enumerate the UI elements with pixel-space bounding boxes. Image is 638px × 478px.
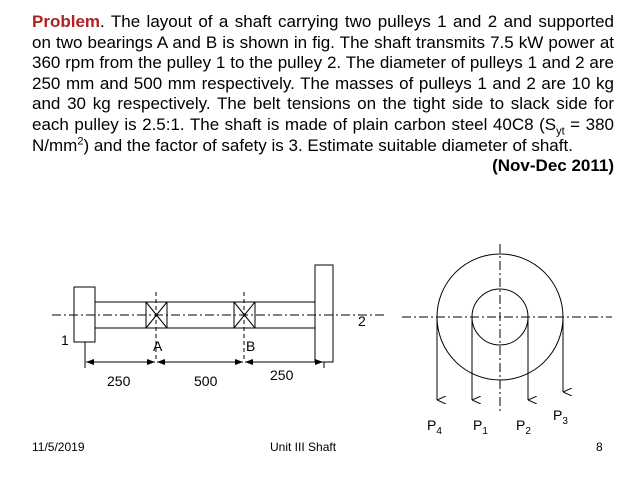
force-p3-label <box>553 407 568 427</box>
force-p1-label <box>473 417 488 437</box>
force-p4-label <box>427 417 442 437</box>
bearing-a-label: A <box>153 338 163 354</box>
svg-text:P4: $P_4$ <box>427 417 442 437</box>
yield-strength-subscript: yt <box>556 125 565 138</box>
footer-title: Unit III Shaft <box>270 440 337 454</box>
problem-keyword: Problem <box>32 12 101 31</box>
unit-superscript: 2 <box>77 134 84 147</box>
svg-text:P2: $P_2$ <box>516 417 531 437</box>
problem-text-2: = 380 N/mm <box>32 114 614 155</box>
bearing-b-label: B <box>246 338 256 354</box>
dimension-label-1: 250 <box>107 373 131 389</box>
footer-page-number: 8 <box>596 440 603 454</box>
exam-date: (Nov-Dec 2011) <box>492 156 614 176</box>
force-p2-label <box>516 417 531 437</box>
problem-text-1: . The layout of a shaft carrying two pulleys 1 and 2 and supported on two bearings A and B is shown in fig. The shaft transmits 7.5 kW power at 360 rpm from the pulley 1 to the pulley 2. The diameter of pulleys 1 and 2 are 250 mm and 500 mm respectively. The masses of pulleys 1 and 2 are 10 kg and 30 kg respectively. The belt tensions on the tight side to slack side for each pulley is 2.5:1. The shaft is made of plain carbon steel 40C8 (S <box>32 12 614 134</box>
pulley-1-label: 1 <box>61 332 69 348</box>
svg-text:P3: $P_3$ <box>553 407 568 427</box>
dimension-label-3: 250 <box>270 367 294 383</box>
problem-text-3: ) and the factor of safety is 3. Estimate suitable diameter of shaft. <box>83 135 573 155</box>
shaft-side-view <box>52 265 384 368</box>
dimension-label-2: 500 <box>194 373 218 389</box>
pulley-2-label: 2 <box>358 313 366 329</box>
pulley-end-view <box>402 244 612 412</box>
pulley-2-shape <box>315 265 333 362</box>
footer-date: 11/5/2019 <box>32 440 85 454</box>
svg-text:P1: $P_1$ <box>473 417 488 437</box>
